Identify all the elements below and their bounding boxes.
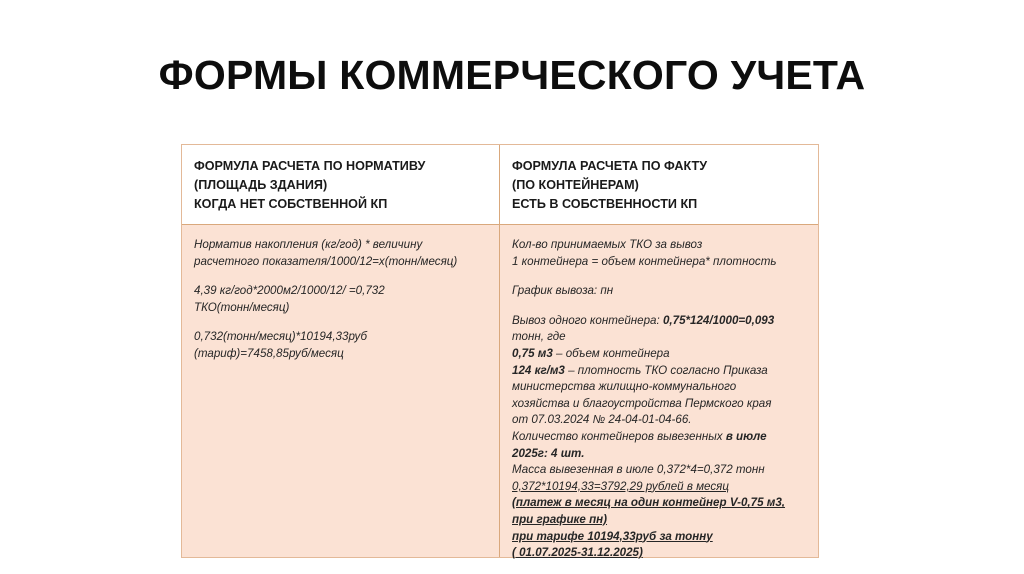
- calculation-line-2: тонн, где: [512, 330, 566, 344]
- calculation-line-14: при тарифе 10194,33руб за тонну: [512, 529, 713, 543]
- calculation-line-4: [512, 363, 804, 380]
- formula-definition-paragraph: [194, 237, 485, 270]
- formula-cost-line-2: (тариф)=7458,85руб/месяц: [194, 346, 344, 360]
- calculation-line-10: Масса вывезенная в июле 0,372*4=0,372 тонн: [512, 463, 765, 477]
- container-definition-line-1: Кол-во принимаемых ТКО за вывоз: [512, 238, 703, 251]
- header-line-3: ЕСТЬ В СОБСТВЕННОСТИ КП: [512, 197, 698, 211]
- table-header-cell-fact: [500, 145, 818, 224]
- calculation-line-5: министерства жилищно-коммунального: [512, 380, 737, 394]
- formula-example-line-1: 4,39 кг/год*2000м2/1000/12/ =0,732: [194, 284, 385, 298]
- container-definition-paragraph: [512, 237, 804, 270]
- density-value: 124 кг/м3: [512, 363, 565, 377]
- table-body-cell-normative: [182, 225, 500, 557]
- calculation-line-9: 2025г: 4 шт.: [512, 446, 585, 460]
- formula-cost-paragraph: [194, 329, 485, 362]
- container-count-month: в июле: [725, 429, 767, 443]
- calculation-line-7: от 07.03.2024 № 24-04-01-04-66.: [512, 413, 692, 427]
- container-volume-value: 0,75 м3: [512, 346, 553, 360]
- density-label: – плотность ТКО согласно Приказа: [564, 363, 768, 377]
- header-line-1: ФОРМУЛА РАСЧЕТА ПО НОРМАТИВУ: [194, 159, 426, 173]
- header-line-2: (ПЛОЩАДЬ ЗДАНИЯ): [194, 178, 328, 192]
- table-body-cell-fact: [500, 225, 818, 560]
- table-header-row: [182, 145, 818, 225]
- calculation-line-1-bold: 0,75*124/1000=0,093: [662, 313, 775, 327]
- header-line-2: (ПО КОНТЕЙНЕРАМ): [512, 178, 639, 192]
- calculation-line-8: [512, 429, 804, 446]
- table-body-row: [182, 225, 818, 560]
- formula-example-line-2: ТКО(тонн/месяц): [194, 300, 290, 314]
- header-line-3: КОГДА НЕТ СОБСТВЕННОЙ КП: [194, 197, 388, 211]
- calculation-paragraph: [512, 313, 804, 562]
- pickup-schedule-line: График вывоза: пн: [512, 284, 614, 298]
- calculation-line-15: ( 01.07.2025-31.12.2025): [512, 546, 643, 560]
- calculation-line-6: хозяйства и благоустройства Пермского края: [512, 396, 772, 410]
- formula-definition-line-1: Норматив накопления (кг/год) * величину: [194, 238, 423, 251]
- calculation-line-12: (платеж в месяц на один контейнер V-0,75 м3,: [512, 496, 786, 510]
- formula-cost-line-1: 0,732(тонн/месяц)*10194,33руб: [194, 330, 368, 344]
- container-count-label: Количество контейнеров вывезенных: [512, 429, 726, 443]
- calculation-line-3: [512, 346, 804, 363]
- comparison-table: [181, 144, 819, 558]
- header-line-1: ФОРМУЛА РАСЧЕТА ПО ФАКТУ: [512, 159, 708, 173]
- calculation-line-1-plain: Вывоз одного контейнера:: [512, 313, 663, 327]
- calculation-line-1: [512, 313, 804, 330]
- formula-example-paragraph: [194, 283, 485, 316]
- calculation-line-13: при графике пн): [512, 512, 608, 526]
- page-title: ФОРМЫ КОММЕРЧЕСКОГО УЧЕТА: [158, 52, 866, 98]
- table-header-cell-normative: [182, 145, 500, 224]
- container-definition-line-2: 1 контейнера = объем контейнера* плотность: [512, 254, 777, 268]
- container-volume-label: – объем контейнера: [552, 346, 670, 360]
- calculation-line-11: 0,372*10194,33=3792,29 рублей в месяц: [512, 479, 729, 493]
- pickup-schedule-paragraph: [512, 283, 804, 300]
- formula-definition-line-2: расчетного показателя/1000/12=х(тонн/месяц): [194, 254, 458, 268]
